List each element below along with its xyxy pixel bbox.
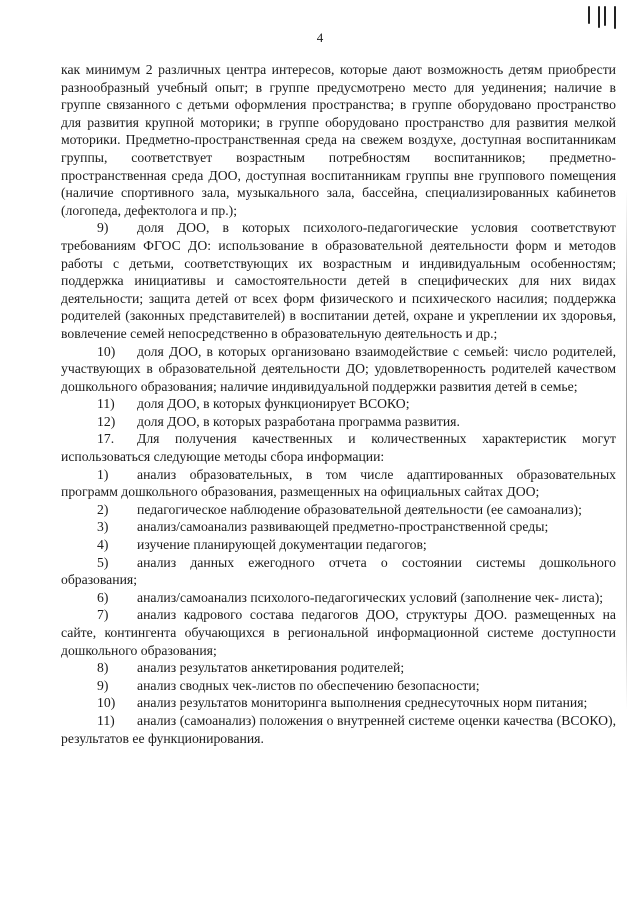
list-item: 10) анализ результатов мониторинга выполнения среднесуточных норм питания; [97,695,588,711]
list-item: 1) анализ образовательных, в том числе адаптированных образовательных программ дошкольного образования, размещенных на официальных сайтах ДОО; [61,466,616,500]
list-item: 3) анализ/самоанализ развивающей предметно-пространственной среды; [97,519,549,535]
list-item: 7) анализ кадрового состава педагогов ДОО, структуры ДОО. размещенных на сайте, контингента обучающихся в региональной информационной системе доступности дошкольного образования; [61,607,616,658]
list-item: 12) доля ДОО, в которых разработана программа развития. [97,413,460,429]
list-item: 2) педагогическое наблюдение образовательной деятельности (ее самоанализ); [97,501,582,517]
list-item: 11) доля ДОО, в которых функционирует ВСОКО; [97,396,410,412]
list-item: 11) анализ (самоанализ) положения о внутренней системе оценки качества (ВСОКО), результатов ее функционирования. [61,712,616,746]
list-item: 8) анализ результатов анкетирования родителей; [97,660,405,676]
paragraph-continued: как минимум 2 различных центра интересов, которые дают возможность детям приобрести разнообразный учебный опыт; в группе предусмотрено место для уединения; наличие в группе связанного с детьми оформления пространства; в группе оборудовано пространство для развития крупной моторики; в группе оборудовано пространство для развития мелкой моторики. Предметно-пространственная среда на свежем воздухе, доступная воспитанникам группы, соответствует возрастным потребностям воспитанников; предметно-пространственная среда ДОО, доступная воспитанникам группы вне группового помещения (наличие спортивного зала, музыкального зала, бассейна, специализированных кабинетов (логопеда, дефектолога и пр.); [61,62,616,218]
list-item: 6) анализ/самоанализ психолого-педагогических условий (заполнение чек- листа); [97,589,604,605]
document-body [61,61,616,747]
list-item: 9) анализ сводных чек-листов по обеспечению безопасности; [97,677,480,693]
list-item: 10) доля ДОО, в которых организовано взаимодействие с семьей: число родителей, участвующих в образовательной деятельности ДО; удовлетворенность родителей качеством дошкольного образования; наличие индивидуальной поддержки развития детей в семье; [61,343,616,394]
list-item: 4) изучение планирующей документации педагогов; [97,537,427,553]
page-number: 4 [316,30,324,45]
list-item: 9) доля ДОО, в которых психолого-педагогические условия соответствуют требованиям ФГОС ДО: использование в образовательной деятельности форм и методов работы с детьми, соответствующих их возрастным и индивидуальным особенностям; поддержка инициативы и самостоятельности детей в специфических для них видах деятельности; защита детей от всех форм физического и психического насилия; поддержка родителей (законных представителей) в воспитании детей, охране и укреплении их здоровья, вовлечение семей непосредственно в образовательную деятельность и др.; [61,220,616,341]
scan-edge-line [626,190,627,710]
scan-margin-marks [584,6,624,30]
list-item: 5) анализ данных ежегодного отчета о состоянии системы дошкольного образования; [61,554,616,588]
section-paragraph: 17. Для получения качественных и количественных характеристик могут использоваться следующие методы сбора информации: [61,431,616,465]
